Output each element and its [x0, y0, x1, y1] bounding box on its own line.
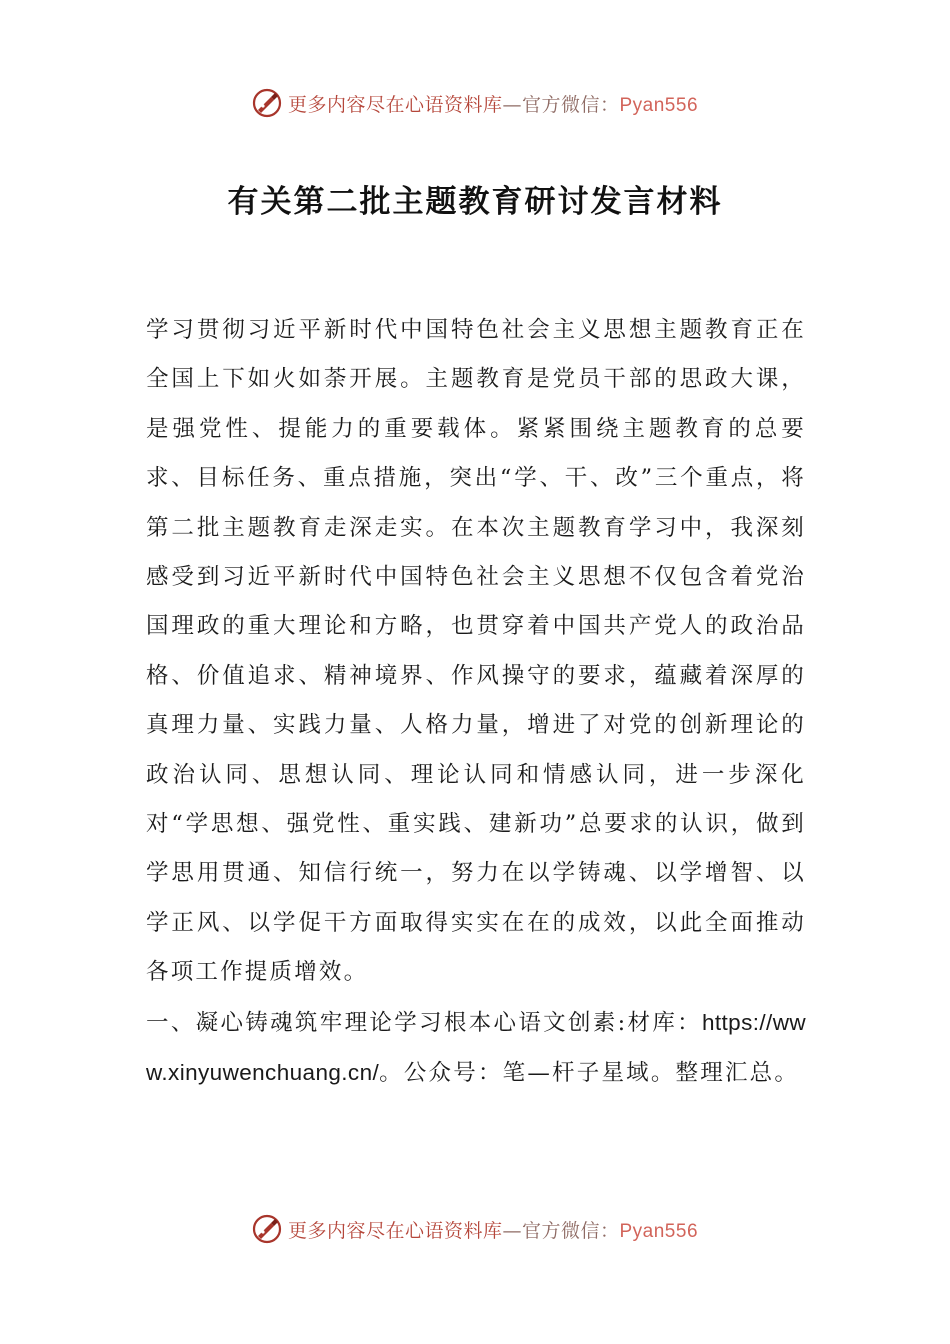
watermark-text: 更多内容尽在心语资料库—官方微信：Pyan556 — [287, 93, 699, 116]
watermark-text: 更多内容尽在心语资料库—官方微信：Pyan556 — [287, 1219, 699, 1242]
source-url-link[interactable]: https://www.xinyuwenchuang.cn/ — [146, 1009, 806, 1086]
header-watermark — [0, 86, 950, 120]
pen-nib-logo-icon — [252, 88, 282, 118]
pen-nib-logo-icon — [252, 1214, 282, 1244]
footer-watermark — [0, 1212, 950, 1246]
section-heading-paragraph — [146, 998, 806, 1099]
section-heading: 一、凝心铸魂筑牢理论学习根本心语文创素:材库： — [146, 1009, 702, 1036]
source-note: 。公众号：笔—杆子星域。整理汇总。 — [379, 1060, 800, 1087]
document-title: 有关第二批主题教育研讨发言材料 — [227, 184, 723, 220]
body-paragraph: 学习贯彻习近平新时代中国特色社会主义思想主题教育正在全国上下如火如荼开展。主题教育是党员干部的思政大课，是强党性、提能力的重要载体。紧紧围绕主题教育的总要求、目标任务、重点措施，突出“学、干、改”三个重点，将第二批主题教育走深走实。在本次主题教育学习中，我深刻感受到习近平新时代中国特色社会主义思想不仅包含着党治国理政的重大理论和方略，也贯穿着中国共产党人的政治品格、价值追求、精神境界、作风操守的要求，蕴藏着深厚的真理力量、实践力量、人格力量，增进了对党的创新理论的政治认同、思想认同、理论认同和情感认同，进一步深化对“学思想、强党性、重实践、建新功”总要求的认识，做到学思用贯通、知信行统一，努力在以学铸魂、以学增智、以学正风、以学促干方面取得实实在在的成效，以此全面推动各项工作提质增效。 — [146, 317, 806, 986]
document-body — [146, 306, 806, 1099]
